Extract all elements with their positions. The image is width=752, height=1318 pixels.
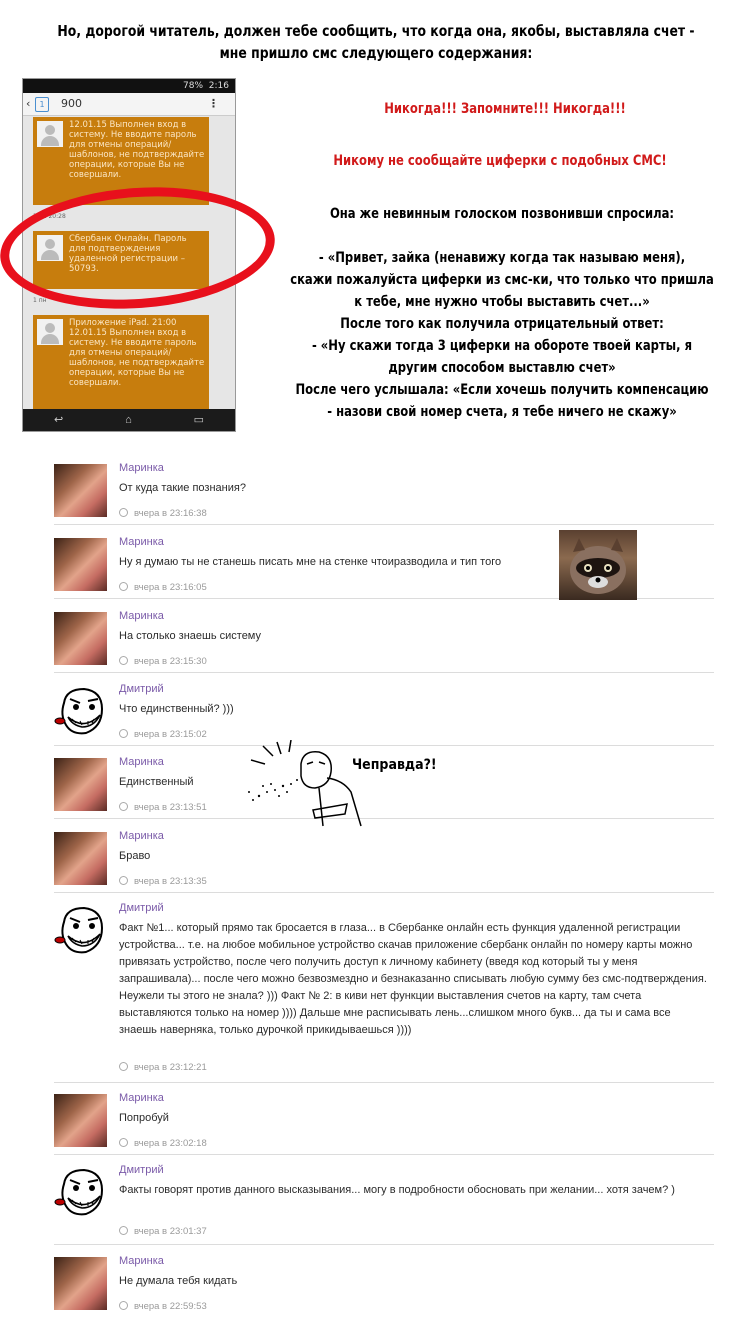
- message-text: Факт №1... который прямо так бросается в глаза... в Сбербанке онлайн есть функция удаленной регистрации устройства... т.е. на любое мобильное устройство скачав приложение сбербанк онлайн по номеру карты можно привязать устройство, после чего получить доступ к личному кабинету (введя код который ты у меня запрашивала)... после чего можно безвозмездно и безнаказанно списывать любую сумму без смс-подтверждения. Неужели ты этого не знала? ))) Факт № 2: в киви нет функции выставления счетов на карту, там счета выставляются только на номер )))) Дальше мне расписывать лень...слишком много букв... да ты и сама все знаешь наверняка, только дурочкой прикидываешься )))): [119, 922, 707, 1036]
- avatar[interactable]: [54, 1094, 107, 1147]
- intro-text: [30, 20, 722, 64]
- sms-app-bar: [23, 93, 235, 116]
- message-author[interactable]: Маринка: [119, 756, 164, 768]
- phone-nav-bar: [23, 409, 235, 431]
- clock: 2:16: [208, 81, 229, 91]
- warning-never: Никогда!!! Запомните!!! Никогда!!!: [384, 101, 626, 117]
- troll-face-icon: [54, 904, 107, 957]
- clock-icon: [119, 508, 128, 517]
- sms-date: 1 пн: [33, 297, 47, 304]
- avatar[interactable]: [54, 538, 107, 591]
- story-line: - назови свой номер счета, я тебе ничего не скажу»: [327, 404, 677, 420]
- chat-message: [54, 1160, 714, 1245]
- sms-text: Сбербанк Онлайн. Пароль для подтверждения удаленной регистрации – 50793.: [69, 234, 187, 274]
- chat-message: [54, 1251, 714, 1317]
- message-author[interactable]: Маринка: [119, 462, 164, 474]
- message-author[interactable]: Маринка: [119, 1092, 164, 1104]
- sms-date: 1 пн 20:28: [33, 213, 66, 220]
- message-time: вчера в 23:02:18: [119, 1138, 207, 1149]
- intro-line-2: мне пришло смс следующего содержания:: [219, 44, 533, 62]
- story-line: После чего услышала: «Если хочешь получить компенсацию: [295, 382, 709, 398]
- message-author[interactable]: Маринка: [119, 536, 164, 548]
- message-time: вчера в 23:12:21: [119, 1062, 207, 1073]
- message-time: вчера в 23:16:05: [119, 582, 207, 593]
- message-time: вчера в 23:01:37: [119, 1226, 207, 1237]
- message-author[interactable]: Маринка: [119, 830, 164, 842]
- message-text: Ну я думаю ты не станешь писать мне на стенке чтоиразводила и тип того: [119, 556, 502, 568]
- avatar[interactable]: [54, 758, 107, 811]
- avatar[interactable]: [54, 612, 107, 665]
- troll-face-avatar[interactable]: [54, 904, 107, 957]
- avatar[interactable]: [54, 832, 107, 885]
- warning-sms-codes: Никому не сообщайте циферки с подобных СМС!: [333, 153, 667, 169]
- intro-line-1: Но, дорогой читатель, должен тебе сообщить, что когда она, якобы, выставляла счет -: [57, 22, 695, 40]
- message-time: вчера в 23:15:30: [119, 656, 207, 667]
- message-text: Не думала тебя кидать: [119, 1275, 238, 1287]
- message-author[interactable]: Дмитрий: [119, 902, 164, 914]
- nav-back-icon[interactable]: ↩: [53, 414, 64, 426]
- message-author[interactable]: Дмитрий: [119, 1164, 164, 1176]
- story-line: другим способом выставлю счет»: [388, 360, 616, 376]
- story-line: Она же невинным голоском позвонивши спросила:: [329, 206, 675, 222]
- clock-icon: [119, 1301, 128, 1310]
- clock-icon: [119, 729, 128, 738]
- story-line: - «Ну скажи тогда 3 циферки на обороте твоей карты, я: [311, 338, 693, 354]
- message-time: вчера в 23:15:02: [119, 729, 207, 740]
- message-text: Попробуй: [119, 1112, 169, 1124]
- sms-bubble: [33, 315, 209, 409]
- back-icon[interactable]: ‹: [26, 97, 31, 110]
- chat-message: [54, 898, 714, 1083]
- message-time: вчера в 22:59:53: [119, 1301, 207, 1312]
- raccoon-meme-image: [559, 530, 637, 600]
- chat-message: [54, 679, 714, 746]
- sender-number: 900: [61, 97, 82, 110]
- story-line: к тебе, мне нужно чтобы выставить счет...»: [354, 294, 650, 310]
- message-text: Что единственный? ))): [119, 703, 234, 715]
- avatar[interactable]: [54, 464, 107, 517]
- spit-take-meme-icon: [243, 740, 373, 828]
- chat-message: [54, 1088, 714, 1155]
- message-time: вчера в 23:16:38: [119, 508, 207, 519]
- message-text: От куда такие познания?: [119, 482, 246, 494]
- message-text: Единственный: [119, 776, 194, 788]
- clock-icon: [119, 582, 128, 591]
- story-line: скажи пожалуйста циферки из смс-ки, что только что пришла: [290, 272, 714, 288]
- clock-icon: [119, 802, 128, 811]
- battery-level: 78%: [183, 81, 204, 91]
- troll-face-avatar[interactable]: [54, 1166, 107, 1219]
- message-author[interactable]: Маринка: [119, 610, 164, 622]
- message-text: Факты говорят против данного высказывания... могу в подробности обосновать при желании... хотя зачем? ): [119, 1184, 675, 1196]
- clock-icon: [119, 656, 128, 665]
- message-author[interactable]: Дмитрий: [119, 683, 164, 695]
- troll-face-avatar[interactable]: [54, 685, 107, 738]
- clock-icon: [119, 1226, 128, 1235]
- raccoon-icon: [559, 530, 637, 600]
- clock-icon: [119, 1062, 128, 1071]
- contact-avatar-icon: [37, 121, 63, 147]
- chat-message: [54, 606, 714, 673]
- sms-text: 12.01.15 Выполнен вход в систему. Не вводите пароль для отмены операций/шаблонов, не подтверждайте операции, которые Вы не совершали.: [69, 120, 205, 180]
- story-line: После того как получила отрицательный ответ:: [340, 316, 664, 332]
- avatar[interactable]: [54, 1257, 107, 1310]
- message-time: вчера в 23:13:51: [119, 802, 207, 813]
- contact-avatar-icon: [37, 319, 63, 345]
- overflow-menu-icon[interactable]: ⋮: [208, 97, 219, 110]
- story-line: - «Привет, зайка (ненавижу когда так называю меня),: [318, 250, 686, 266]
- nav-recent-icon[interactable]: ▭: [193, 414, 205, 426]
- sim-icon: 1: [35, 97, 49, 112]
- nav-home-icon[interactable]: ⌂: [125, 414, 132, 426]
- sms-text: Приложение iPad. 21:00 12.01.15 Выполнен вход в систему. Не вводите пароль для отмены операций/шаблонов, не подтверждайте операции, которые Вы не совершали.: [69, 318, 205, 388]
- chat-message: [54, 532, 714, 599]
- story-text: [281, 203, 723, 423]
- troll-face-icon: [54, 1166, 107, 1219]
- caption-really: Чеправда?!: [352, 757, 437, 773]
- message-text: На столько знаешь систему: [119, 630, 261, 642]
- phone-status-bar: [23, 79, 235, 93]
- clock-icon: [119, 1138, 128, 1147]
- chat-message: [54, 458, 714, 525]
- message-text: Браво: [119, 850, 151, 862]
- message-author[interactable]: Маринка: [119, 1255, 164, 1267]
- chat-message: [54, 826, 714, 893]
- troll-face-icon: [54, 685, 107, 738]
- message-time: вчера в 23:13:35: [119, 876, 207, 887]
- clock-icon: [119, 876, 128, 885]
